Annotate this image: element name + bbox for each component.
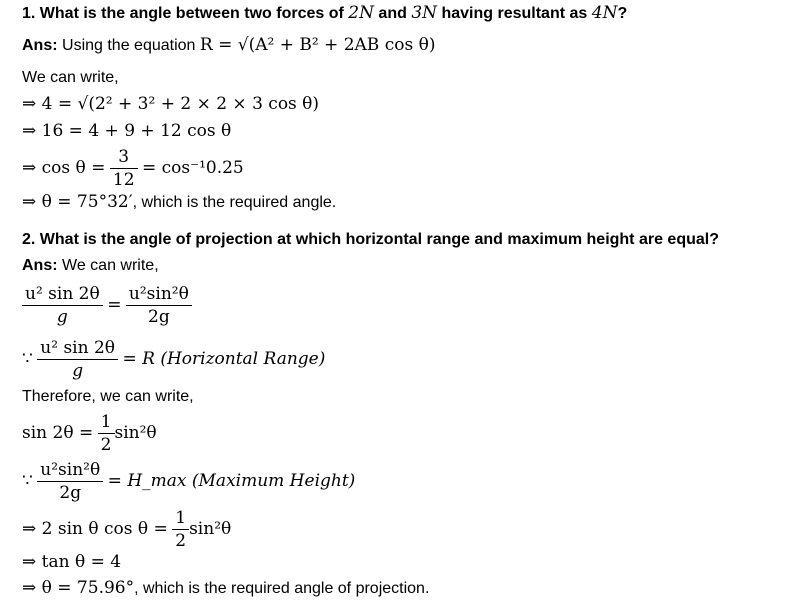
horizontal-range-label: = R (Horizontal Range) bbox=[122, 349, 326, 369]
fraction-numerator: 1 bbox=[172, 507, 189, 530]
we-can-write-text: We can write, bbox=[22, 69, 119, 86]
question-1-mid: having resultant as bbox=[437, 5, 592, 22]
maximum-height-label: = H_max (Maximum Height) bbox=[107, 471, 356, 491]
force-2: 3N bbox=[411, 3, 438, 23]
fraction-denominator: 2 bbox=[175, 531, 187, 552]
because-symbol: ∵ bbox=[22, 471, 33, 491]
fraction-numerator: 3 bbox=[110, 146, 138, 169]
eq2-horizontal-range bbox=[22, 334, 325, 385]
because-symbol: ∵ bbox=[22, 349, 33, 369]
question-1-text: 1. What is the angle between two forces of bbox=[22, 5, 349, 22]
eq7-result bbox=[22, 578, 429, 599]
fraction-denominator: 2 bbox=[100, 435, 112, 456]
fraction-denominator: 2g bbox=[59, 483, 82, 504]
eq3-right: sin²θ bbox=[114, 423, 157, 443]
question-1-and: and bbox=[373, 5, 412, 22]
fraction-numerator: 1 bbox=[98, 411, 115, 434]
fraction-denominator: g bbox=[72, 361, 84, 382]
result-text: , which is the required angle. bbox=[132, 194, 337, 211]
question-2: 2. What is the angle of projection at which horizontal range and maximum height are equal? bbox=[22, 231, 719, 248]
result-text: , which is the required angle of projection. bbox=[134, 580, 430, 597]
therefore-text: Therefore, we can write, bbox=[22, 388, 194, 405]
step-3-equation bbox=[22, 146, 244, 191]
question-1 bbox=[22, 3, 627, 24]
projection-angle-result: ⇒ θ = 75.96° bbox=[22, 578, 135, 598]
fraction-denominator: 12 bbox=[112, 170, 135, 191]
step-1-equation: ⇒ 4 = √(2² + 3² + 2 × 2 × 3 cos θ) bbox=[22, 94, 320, 114]
step-2-equation: ⇒ 16 = 4 + 9 + 12 cos θ bbox=[22, 121, 232, 141]
eq3-left: sin 2θ = bbox=[22, 423, 94, 443]
fraction-height bbox=[126, 283, 192, 328]
resultant-force: 4N bbox=[591, 3, 618, 23]
fraction-numerator: u²sin²θ bbox=[126, 283, 192, 306]
step-3-right: = cos⁻¹0.25 bbox=[141, 158, 244, 178]
fraction-range bbox=[37, 337, 118, 382]
answer-1-text: Using the equation bbox=[57, 37, 200, 54]
answer-1-intro bbox=[22, 35, 435, 56]
angle-result: ⇒ θ = 75°32′ bbox=[22, 192, 133, 212]
fraction-half bbox=[172, 507, 189, 552]
eq5-left: ⇒ 2 sin θ cos θ = bbox=[22, 519, 168, 539]
step-3-left: ⇒ cos θ = bbox=[22, 158, 106, 178]
tan-equation: ⇒ tan θ = 4 bbox=[22, 552, 122, 572]
answer-2-intro bbox=[22, 256, 159, 276]
eq5-right: sin²θ bbox=[189, 519, 232, 539]
fraction-numerator: u²sin²θ bbox=[37, 459, 103, 482]
fraction-numerator: u² sin 2θ bbox=[37, 337, 118, 360]
eq1-range-height-equal: $\frac{\text{u² sin 2θ}}{g}$ = $\frac{\text{u²sin²θ}}{2g}$ bbox=[22, 280, 192, 331]
answer-2-text: We can write, bbox=[57, 257, 159, 274]
force-1: 2N bbox=[348, 3, 374, 23]
resultant-equation: R = √(A² + B² + 2AB cos θ) bbox=[199, 35, 436, 55]
answer-label: Ans: bbox=[22, 257, 58, 274]
question-1-end: ? bbox=[617, 5, 628, 22]
fraction-denominator: g bbox=[56, 307, 68, 328]
fraction-height bbox=[37, 459, 103, 504]
fraction-half bbox=[98, 411, 115, 456]
eq5-double-angle bbox=[22, 504, 231, 555]
fraction-denominator: 2g bbox=[148, 307, 170, 328]
answer-label: Ans: bbox=[22, 37, 58, 54]
step-4-result bbox=[22, 192, 336, 213]
eq4-maximum-height bbox=[22, 456, 355, 507]
fraction-range bbox=[22, 283, 103, 328]
fraction-numerator: u² sin 2θ bbox=[22, 283, 103, 306]
eq3-sin-equation bbox=[22, 408, 157, 459]
fraction-3-over-12 bbox=[110, 146, 138, 191]
